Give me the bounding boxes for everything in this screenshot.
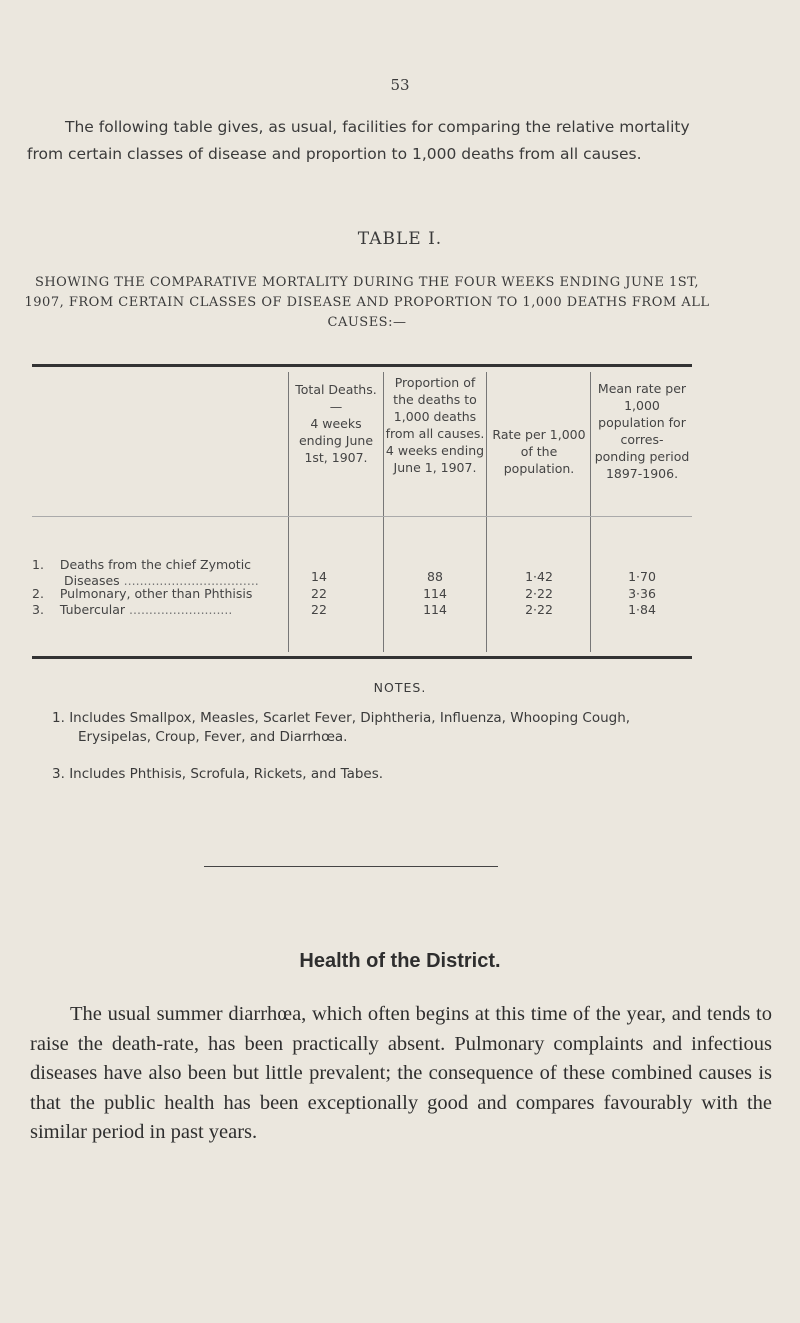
- section-heading: Health of the District.: [299, 950, 501, 972]
- note-1-line2: Erysipelas, Croup, Fever, and Diarrhœa.: [78, 729, 348, 745]
- note-3: [52, 765, 752, 784]
- row-3-mean: 1·84: [628, 602, 656, 617]
- row-3-total: 22: [311, 602, 327, 617]
- table-top-rule: [32, 364, 692, 367]
- table-title: TABLE I.: [357, 229, 443, 249]
- row-3-label: [32, 602, 232, 618]
- header-proportion-period: 4 weeks ending June 1, 1907.: [385, 443, 485, 475]
- row-2-label: [32, 586, 252, 602]
- header-proportion-label: Proportion of the deaths to 1,000 deaths from all causes.: [385, 375, 485, 441]
- header-total-period: 4 weeks ending June 1st, 1907.: [298, 416, 374, 465]
- row-1-leader: ..................................: [123, 573, 259, 588]
- header-total-deaths: [290, 381, 382, 466]
- row-2-label-line1: Pulmonary, other than Phthisis: [59, 586, 253, 601]
- table-bottom-rule: [32, 656, 692, 659]
- table-caption: SHOWING THE COMPARATIVE MORTALITY DURING THE FOUR WEEKS ENDING JUNE 1ST, 1907, FROM CERTAIN CLASSES OF DISEASE AND PROPORTION TO 1,000 DEATHS FROM ALL CAUSES:—: [24, 275, 710, 330]
- row-2-proportion: 114: [423, 586, 447, 601]
- notes-title: NOTES.: [373, 680, 427, 695]
- intro-paragraph: The following table gives, as usual, facilities for comparing the relative mortality from certain classes of disease and proportion to 1,000 deaths from all causes.: [27, 118, 690, 163]
- section-divider: [204, 866, 498, 867]
- row-1-rate: 1·42: [525, 569, 553, 584]
- header-total-dash: —: [329, 399, 343, 414]
- row-1-number: 1.: [32, 557, 44, 572]
- row-3-label-line1: Tubercular: [59, 602, 126, 617]
- row-1-label-line2: Diseases: [64, 573, 120, 588]
- header-proportion: [385, 374, 485, 476]
- section-paragraph: The usual summer diarrhœa, which often begins at this time of the year, and tends to raise the death-rate, has been practically absent. Pulmonary complaints and infectious diseases have also been but little prevalent; the consequence of these combined causes is that the public health has been exceptionally good and compares favourably with the similar period in past years.: [30, 1003, 772, 1143]
- row-1-mean: 1·70: [628, 569, 656, 584]
- row-2-total: 22: [311, 586, 327, 601]
- column-divider: [383, 372, 384, 652]
- row-2-number: 2.: [32, 586, 44, 601]
- row-3-proportion: 114: [423, 602, 447, 617]
- note-1: [52, 709, 752, 747]
- row-1-label: [32, 557, 259, 589]
- row-2-mean: 3·36: [628, 586, 656, 601]
- note-3-line1: Includes Phthisis, Scrofula, Rickets, and Tabes.: [69, 766, 384, 782]
- column-divider: [590, 372, 591, 652]
- header-separator: [32, 516, 692, 517]
- note-3-number: 3.: [52, 766, 65, 782]
- row-1-proportion: 88: [427, 569, 443, 584]
- page-number: 53: [390, 76, 410, 94]
- header-total-deaths-label: Total Deaths.: [295, 382, 377, 397]
- note-1-number: 1.: [52, 710, 65, 726]
- row-2-rate: 2·22: [525, 586, 553, 601]
- row-1-label-line1: Deaths from the chief Zymotic: [59, 557, 252, 572]
- note-1-line1: Includes Smallpox, Measles, Scarlet Fever, Diphtheria, Influenza, Whooping Cough,: [69, 710, 631, 726]
- row-3-number: 3.: [32, 602, 44, 617]
- column-divider: [486, 372, 487, 652]
- row-3-rate: 2·22: [525, 602, 553, 617]
- column-divider: [288, 372, 289, 652]
- row-3-leader: ..........................: [129, 602, 233, 617]
- header-mean-rate: Mean rate per 1,000 population for corres- ponding period 1897-1906.: [594, 381, 690, 481]
- row-1-total: 14: [311, 569, 327, 584]
- header-rate: Rate per 1,000 of the population.: [492, 427, 586, 476]
